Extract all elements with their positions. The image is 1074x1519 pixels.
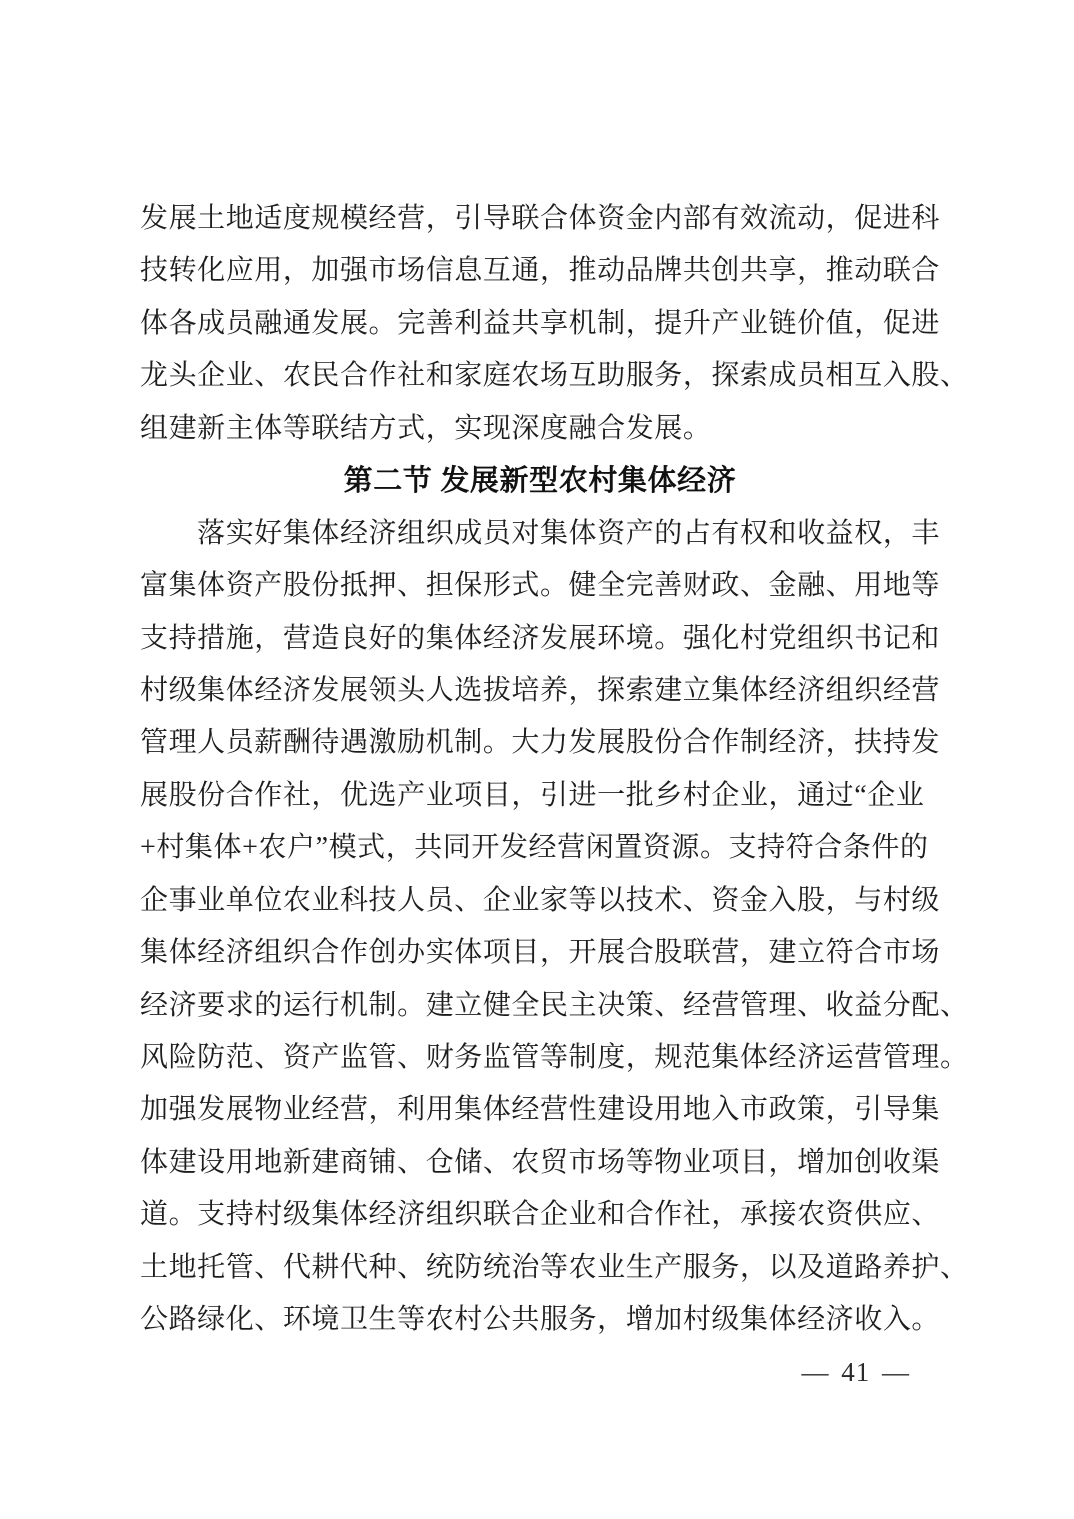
text-line: 体建设用地新建商铺、仓储、农贸市场等物业项目，增加创收渠: [140, 1146, 940, 1178]
text-line: 公路绿化、环境卫生等农村公共服务，增加村级集体经济收入。: [140, 1304, 940, 1336]
page-footer: [140, 1355, 940, 1389]
section-heading: 第二节 发展新型农村集体经济: [343, 465, 737, 498]
text-line: 发展土地适度规模经营，引导联合体资金内部有效流动，促进科: [140, 203, 940, 234]
text-line: +村集体+农户”模式，共同开发经营闲置资源。支持符合条件的: [140, 832, 929, 864]
text-line: 富集体资产股份抵押、担保形式。健全完善财政、金融、用地等: [140, 570, 940, 602]
text-line: 管理人员薪酬待遇激励机制。大力发展股份合作制经济，扶持发: [140, 727, 940, 759]
text-line: 企事业单位农业科技人员、企业家等以技术、资金入股，与村级: [140, 884, 940, 916]
text-line: 组建新主体等联结方式，实现深度融合发展。: [140, 412, 712, 444]
text-line: 集体经济组织合作创办实体项目，开展合股联营，建立符合市场: [140, 937, 940, 969]
page-number: — 41 —: [801, 1356, 910, 1387]
text-line: 龙头企业、农民合作社和家庭农场互助服务，探索成员相互入股、: [140, 360, 969, 392]
text-line: 支持措施，营造良好的集体经济发展环境。强化村党组织书记和: [140, 622, 940, 654]
text-line: 体各成员融通发展。完善利益共享机制，提升产业链价值，促进: [140, 307, 940, 339]
paragraph-body: [140, 508, 969, 1347]
text-line: 村级集体经济发展领头人选拔培养，探索建立集体经济组织经营: [140, 674, 940, 706]
text-line: 风险防范、资产监管、财务监管等制度，规范集体经济运营管理。: [140, 1042, 969, 1073]
text-line: 土地托管、代耕代种、统防统治等农业生产服务，以及道路养护、: [140, 1251, 969, 1283]
text-line: 展股份合作社，优选产业项目，引进一批乡村企业，通过“企业: [140, 779, 925, 811]
text-line: 落实好集体经济组织成员对集体资产的占有权和收益权，丰: [140, 517, 940, 549]
text-column: [140, 193, 969, 1389]
text-line: 经济要求的运行机制。建立健全民主决策、经营管理、收益分配、: [140, 989, 969, 1021]
text-line: 加强发展物业经营，利用集体经营性建设用地入市政策，引导集: [140, 1094, 940, 1126]
text-line: 技转化应用，加强市场信息互通，推动品牌共创共享，推动联合: [140, 255, 940, 287]
text-line: 道。支持村级集体经济组织联合企业和合作社，承接农资供应、: [140, 1199, 940, 1231]
paragraph-continuation: [140, 193, 969, 455]
